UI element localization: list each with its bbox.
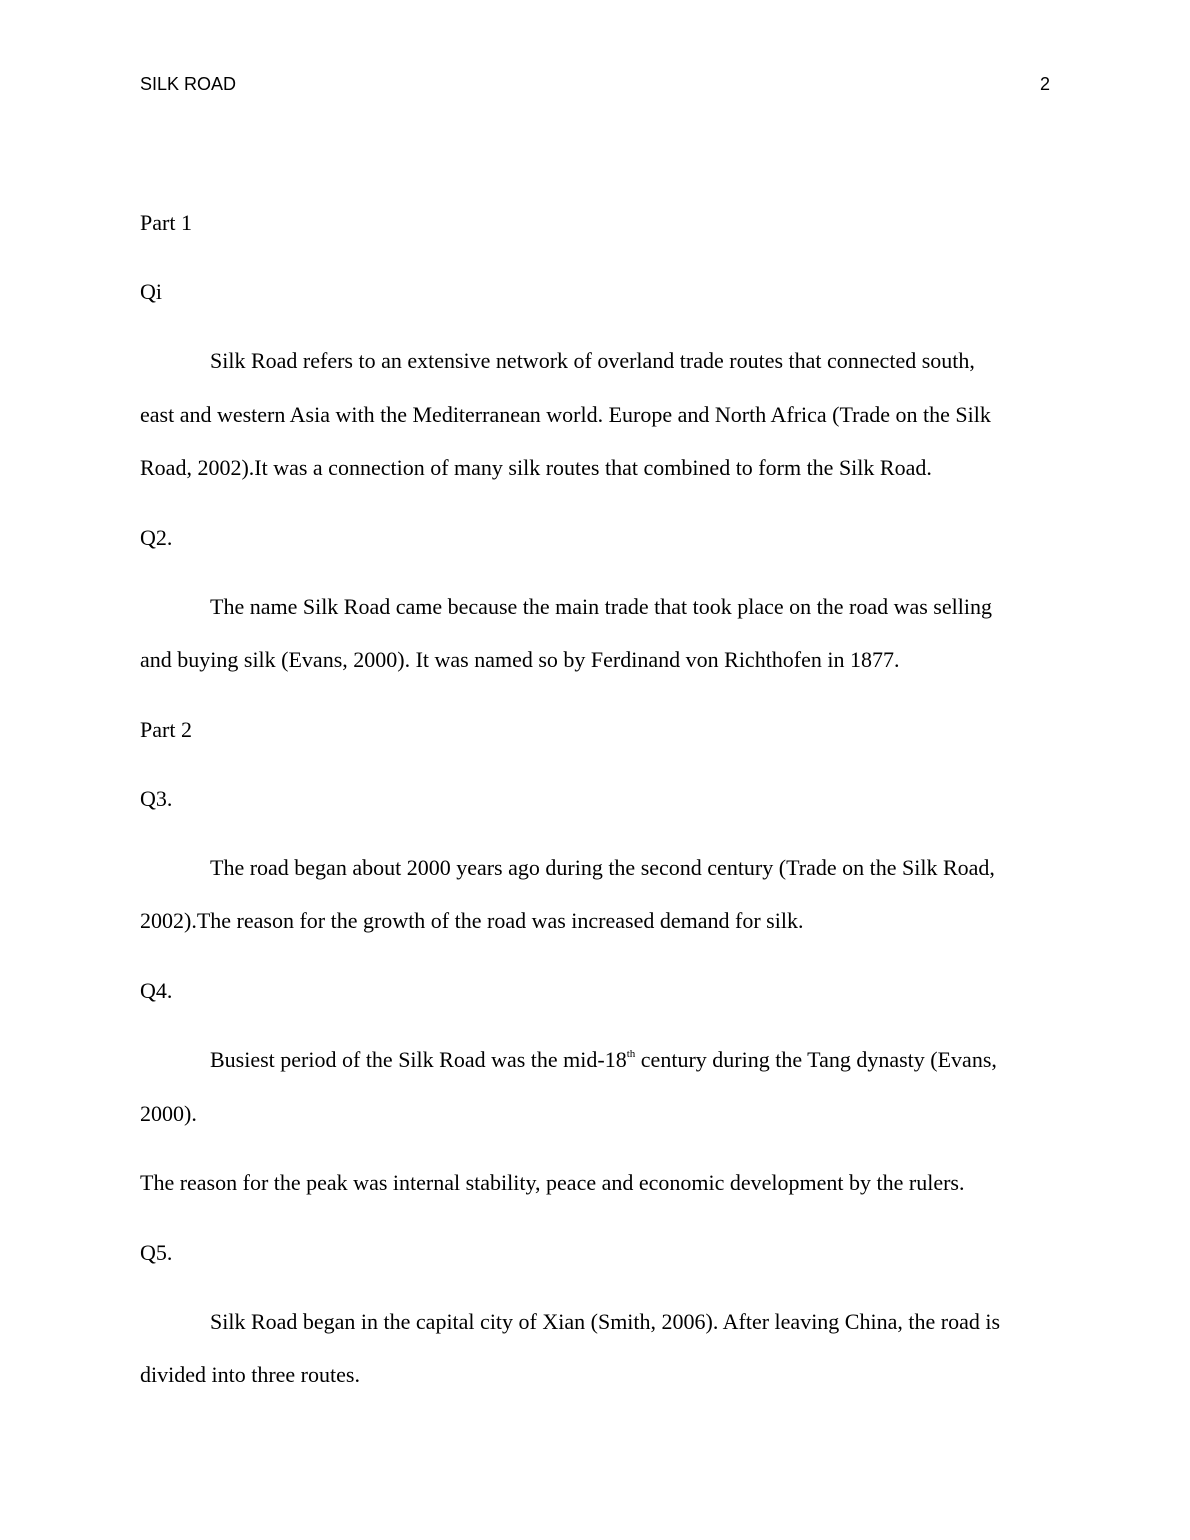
part-1-heading: Part 1 — [140, 210, 192, 235]
ordinal-superscript: th — [626, 1047, 636, 1060]
question-5-label: Q5. — [140, 1240, 173, 1265]
question-2-label: Q2. — [140, 525, 173, 550]
part-2-heading: Part 2 — [140, 717, 192, 742]
q3-answer-line-2: 2002).The reason for the growth of the road was increased demand for silk. — [140, 908, 804, 933]
q1-answer-line-3: Road, 2002).It was a connection of many silk routes that combined to form the Silk Road. — [140, 455, 932, 480]
question-3-label: Q3. — [140, 786, 173, 811]
page-number: 2 — [1039, 74, 1050, 94]
question-4-label: Q4. — [140, 978, 173, 1003]
q4-answer-line-2: 2000). — [140, 1101, 197, 1126]
q1-answer-line-2: east and western Asia with the Mediterranean world. Europe and North Africa (Trade on the Silk — [140, 402, 991, 427]
q3-answer-line-1: The road began about 2000 years ago during the second century (Trade on the Silk Road, — [210, 855, 995, 880]
q4-line-1-continuation: century during the Tang dynasty (Evans, — [635, 1047, 997, 1072]
q5-answer-line-1: Silk Road began in the capital city of Xian (Smith, 2006). After leaving China, the road is — [210, 1309, 1001, 1334]
running-head-title: SILK ROAD — [140, 74, 237, 94]
q2-answer-line-1: The name Silk Road came because the main trade that took place on the road was selling — [210, 594, 992, 619]
q4-answer-line-3: The reason for the peak was internal stability, peace and economic development by the rulers. — [140, 1170, 965, 1195]
q2-answer-line-2: and buying silk (Evans, 2000). It was named so by Ferdinand von Richthofen in 1877. — [140, 647, 900, 672]
q4-line-1-text: Busiest period of the Silk Road was the mid-18 — [210, 1047, 627, 1072]
q5-answer-line-2: divided into three routes. — [140, 1362, 360, 1387]
q4-answer-line-1 — [210, 1046, 997, 1074]
question-1-label: Qi — [140, 279, 162, 304]
q1-answer-line-1: Silk Road refers to an extensive network of overland trade routes that connected south, — [210, 348, 975, 373]
page-header — [140, 72, 1050, 96]
